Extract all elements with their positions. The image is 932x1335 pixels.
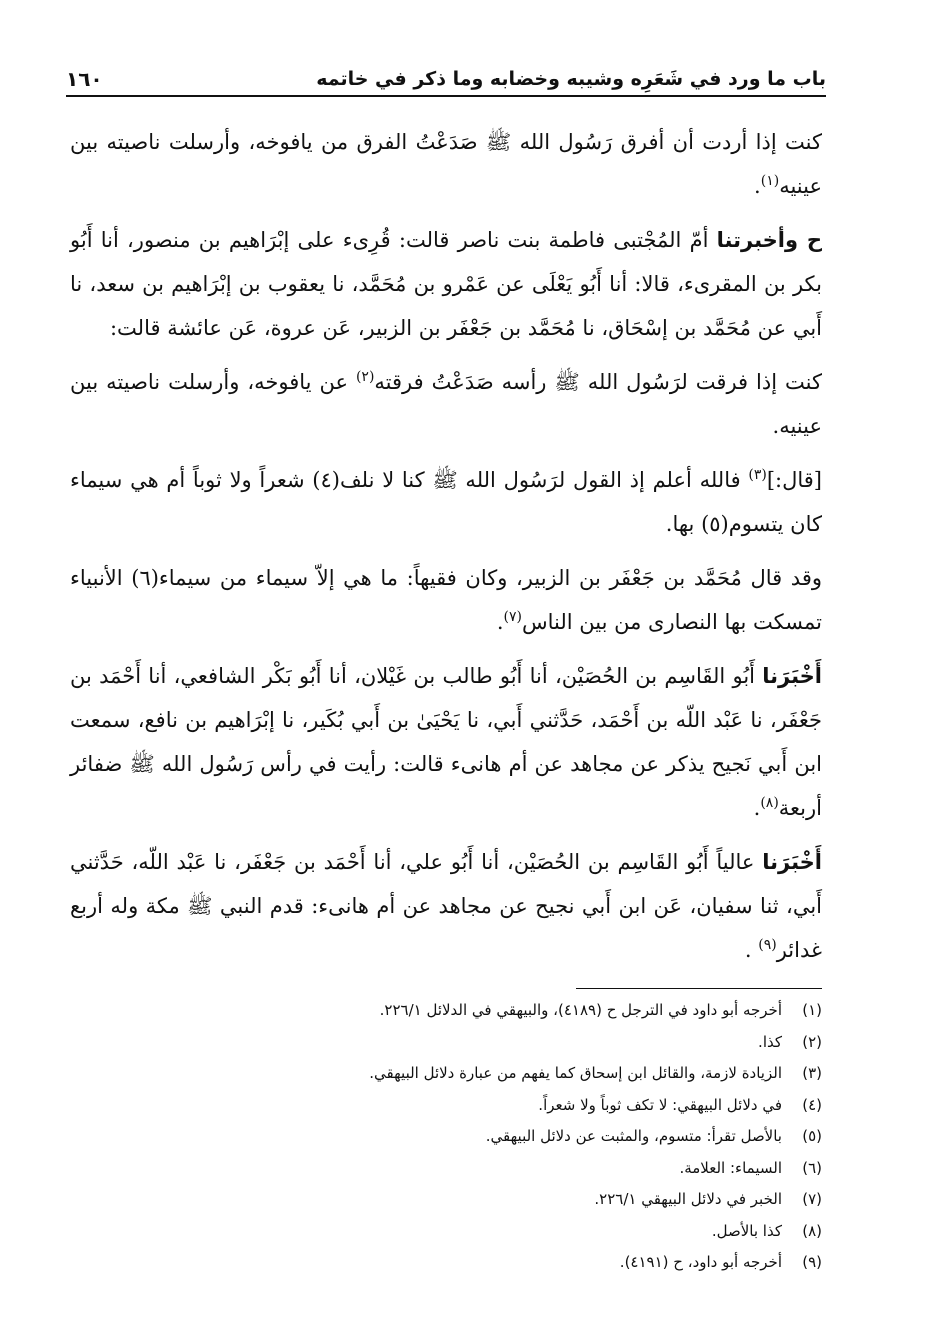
paragraph-tail: عن يافوخه، وأرسلت ناصيته بين عينيه. bbox=[70, 370, 822, 438]
footnotes bbox=[70, 995, 822, 1279]
page-number: ١٦٠ bbox=[66, 67, 103, 91]
paragraph-lead: أَخْبَرَنا bbox=[762, 850, 822, 874]
paragraph-tail: . bbox=[744, 938, 759, 962]
footnote-marker: (٢) bbox=[355, 369, 375, 385]
footnote-text: الخبر في دلائل البيهقي ٢٢٦/١. bbox=[594, 1190, 782, 1208]
paragraph bbox=[70, 840, 822, 972]
footnote-marker: (٨) bbox=[760, 795, 779, 811]
footnote bbox=[70, 1027, 822, 1059]
paragraph-tail: . bbox=[496, 610, 504, 634]
paragraph bbox=[70, 360, 822, 448]
running-title: باب ما ورد في شَعَرِه وشيبه وخضابه وما ذكر في خاتمه bbox=[316, 68, 826, 90]
footnote-text: كذا بالأصل. bbox=[711, 1221, 782, 1240]
paragraph-text: كنت إذا فرقت لرَسُول الله ﷺ رأسه صَدَعْتُ فرقته bbox=[374, 370, 822, 394]
footnote bbox=[70, 1184, 822, 1216]
footnote-text: السيماء: العلامة. bbox=[679, 1158, 782, 1177]
paragraph-lead: ح وأخبرتنا bbox=[716, 228, 823, 252]
footnote bbox=[70, 995, 822, 1027]
footnote bbox=[70, 1058, 822, 1090]
footnote bbox=[70, 1247, 822, 1279]
paragraph bbox=[70, 218, 822, 350]
footnote-marker: (٧) bbox=[503, 609, 522, 625]
footnote-number: (٨) bbox=[802, 1221, 822, 1240]
header-rule bbox=[66, 95, 826, 97]
footnote-separator bbox=[576, 988, 822, 989]
footnote-text: أخرجه أبو داود، ح (٤١٩١). bbox=[619, 1253, 782, 1271]
page-header bbox=[66, 58, 826, 92]
footnote-text: أخرجه أبو داود في الترجل ح (٤١٨٩)، والبيهقي في الدلائل ٢٢٦/١. bbox=[379, 1001, 782, 1019]
paragraph-text: كنت إذا أردت أن أفرق رَسُول الله ﷺ صَدَعْتُ الفرق من يافوخه، وأرسلت ناصيته بين عينيه bbox=[70, 130, 822, 198]
footnote bbox=[70, 1090, 822, 1122]
paragraph bbox=[70, 654, 822, 830]
footnote-text: بالأصل تقرأ: متسوم، والمثبت عن دلائل البيهقي. bbox=[485, 1127, 782, 1145]
footnote-text: في دلائل البيهقي: لا تكف ثوباً ولا شعراً. bbox=[538, 1095, 782, 1114]
paragraph-tail: . bbox=[753, 796, 761, 820]
paragraph bbox=[70, 458, 822, 546]
footnote-number: (٦) bbox=[802, 1158, 822, 1177]
paragraph bbox=[70, 120, 822, 208]
footnote-number: (٧) bbox=[802, 1190, 822, 1208]
paragraph-text: [قال:] bbox=[766, 468, 822, 492]
paragraph-text: أَبُو القَاسِم بن الحُصَيْن، أنا أَبُو طالب بن غَيْلان، أنا أَبُو بَكْر الشافعي، أنا أَحْمَد بن جَعْفَر، نا عَبْد اللّه بن أَحْمَد، حَدَّثني أَبي، نا يَحْيَىٰ بن أَبي بُكَير، نا إبْرَاهيم بن نافع، سمعت ابن أَبي نَجيح يذكر عن مجاهد عن أم هانىء قالت: رأيت في رأس رَسُول الله ﷺ ضفائر أربعة bbox=[70, 664, 822, 820]
footnote-text: كذا. bbox=[758, 1032, 782, 1051]
paragraph-text: عالياً أَبُو القَاسِم بن الحُصَيْن، أنا أَبُو علي، أنا أَحْمَد بن جَعْفَر، نا عَبْد اللّه، حَدَّثني أَبي، ثنا سفيان، عَن ابن أَبي نجيح عن مجاهد عن أم هانىء: قدم النبي ﷺ مكة وله أربع غدائر bbox=[70, 850, 822, 962]
paragraph-tail: . bbox=[754, 174, 761, 198]
footnote bbox=[70, 1153, 822, 1185]
footnote bbox=[70, 1216, 822, 1248]
footnote-text: الزيادة لازمة، والقائل ابن إسحاق كما يفهم من عبارة دلائل البيهقي. bbox=[369, 1064, 782, 1082]
footnote-marker: (٩) bbox=[758, 937, 777, 953]
paragraph-lead: أَخْبَرَنا bbox=[762, 664, 822, 688]
paragraph-text: وقد قال مُحَمَّد بن جَعْفَر بن الزبير، وكان فقيهاً: ما هي إلاّ سيماء من سيماء(٦) الأنبياء تمسكت بها النصارى من بين الناس bbox=[70, 566, 822, 634]
footnote-number: (٩) bbox=[802, 1253, 822, 1271]
paragraph-text: أمّ المُجْتبى فاطمة بنت ناصر قالت: قُرِىء على إبْرَاهيم بن منصور، أنا أَبُو بكر بن المقرىء، قالا: أنا أَبُو يَعْلَى عن عَمْرو بن مُحَمَّد، نا يعقوب بن إبْرَاهيم بن سعد، نا أَبي عن مُحَمَّد بن إسْحَاق، نا مُحَمَّد بن جَعْفَر بن الزبير، عَن عروة، عَن عائشة قالت: bbox=[70, 228, 822, 340]
footnote-number: (٢) bbox=[802, 1032, 822, 1051]
paragraph bbox=[70, 556, 822, 644]
footnote bbox=[70, 1121, 822, 1153]
footnote-marker: (١) bbox=[760, 173, 780, 189]
paragraph-tail: فالله أعلم إذ القول لرَسُول الله ﷺ كنا لا نلف(٤) شعراً ولا ثوباً أم هي سيماء كان يتسوم(٥) بها. bbox=[70, 468, 822, 536]
footnote-number: (١) bbox=[802, 1001, 822, 1019]
footnote-marker: (٣) bbox=[748, 467, 767, 483]
footnote-number: (٥) bbox=[802, 1127, 822, 1145]
footnote-number: (٤) bbox=[802, 1095, 822, 1114]
footnote-number: (٣) bbox=[802, 1064, 822, 1082]
main-text bbox=[70, 120, 822, 982]
